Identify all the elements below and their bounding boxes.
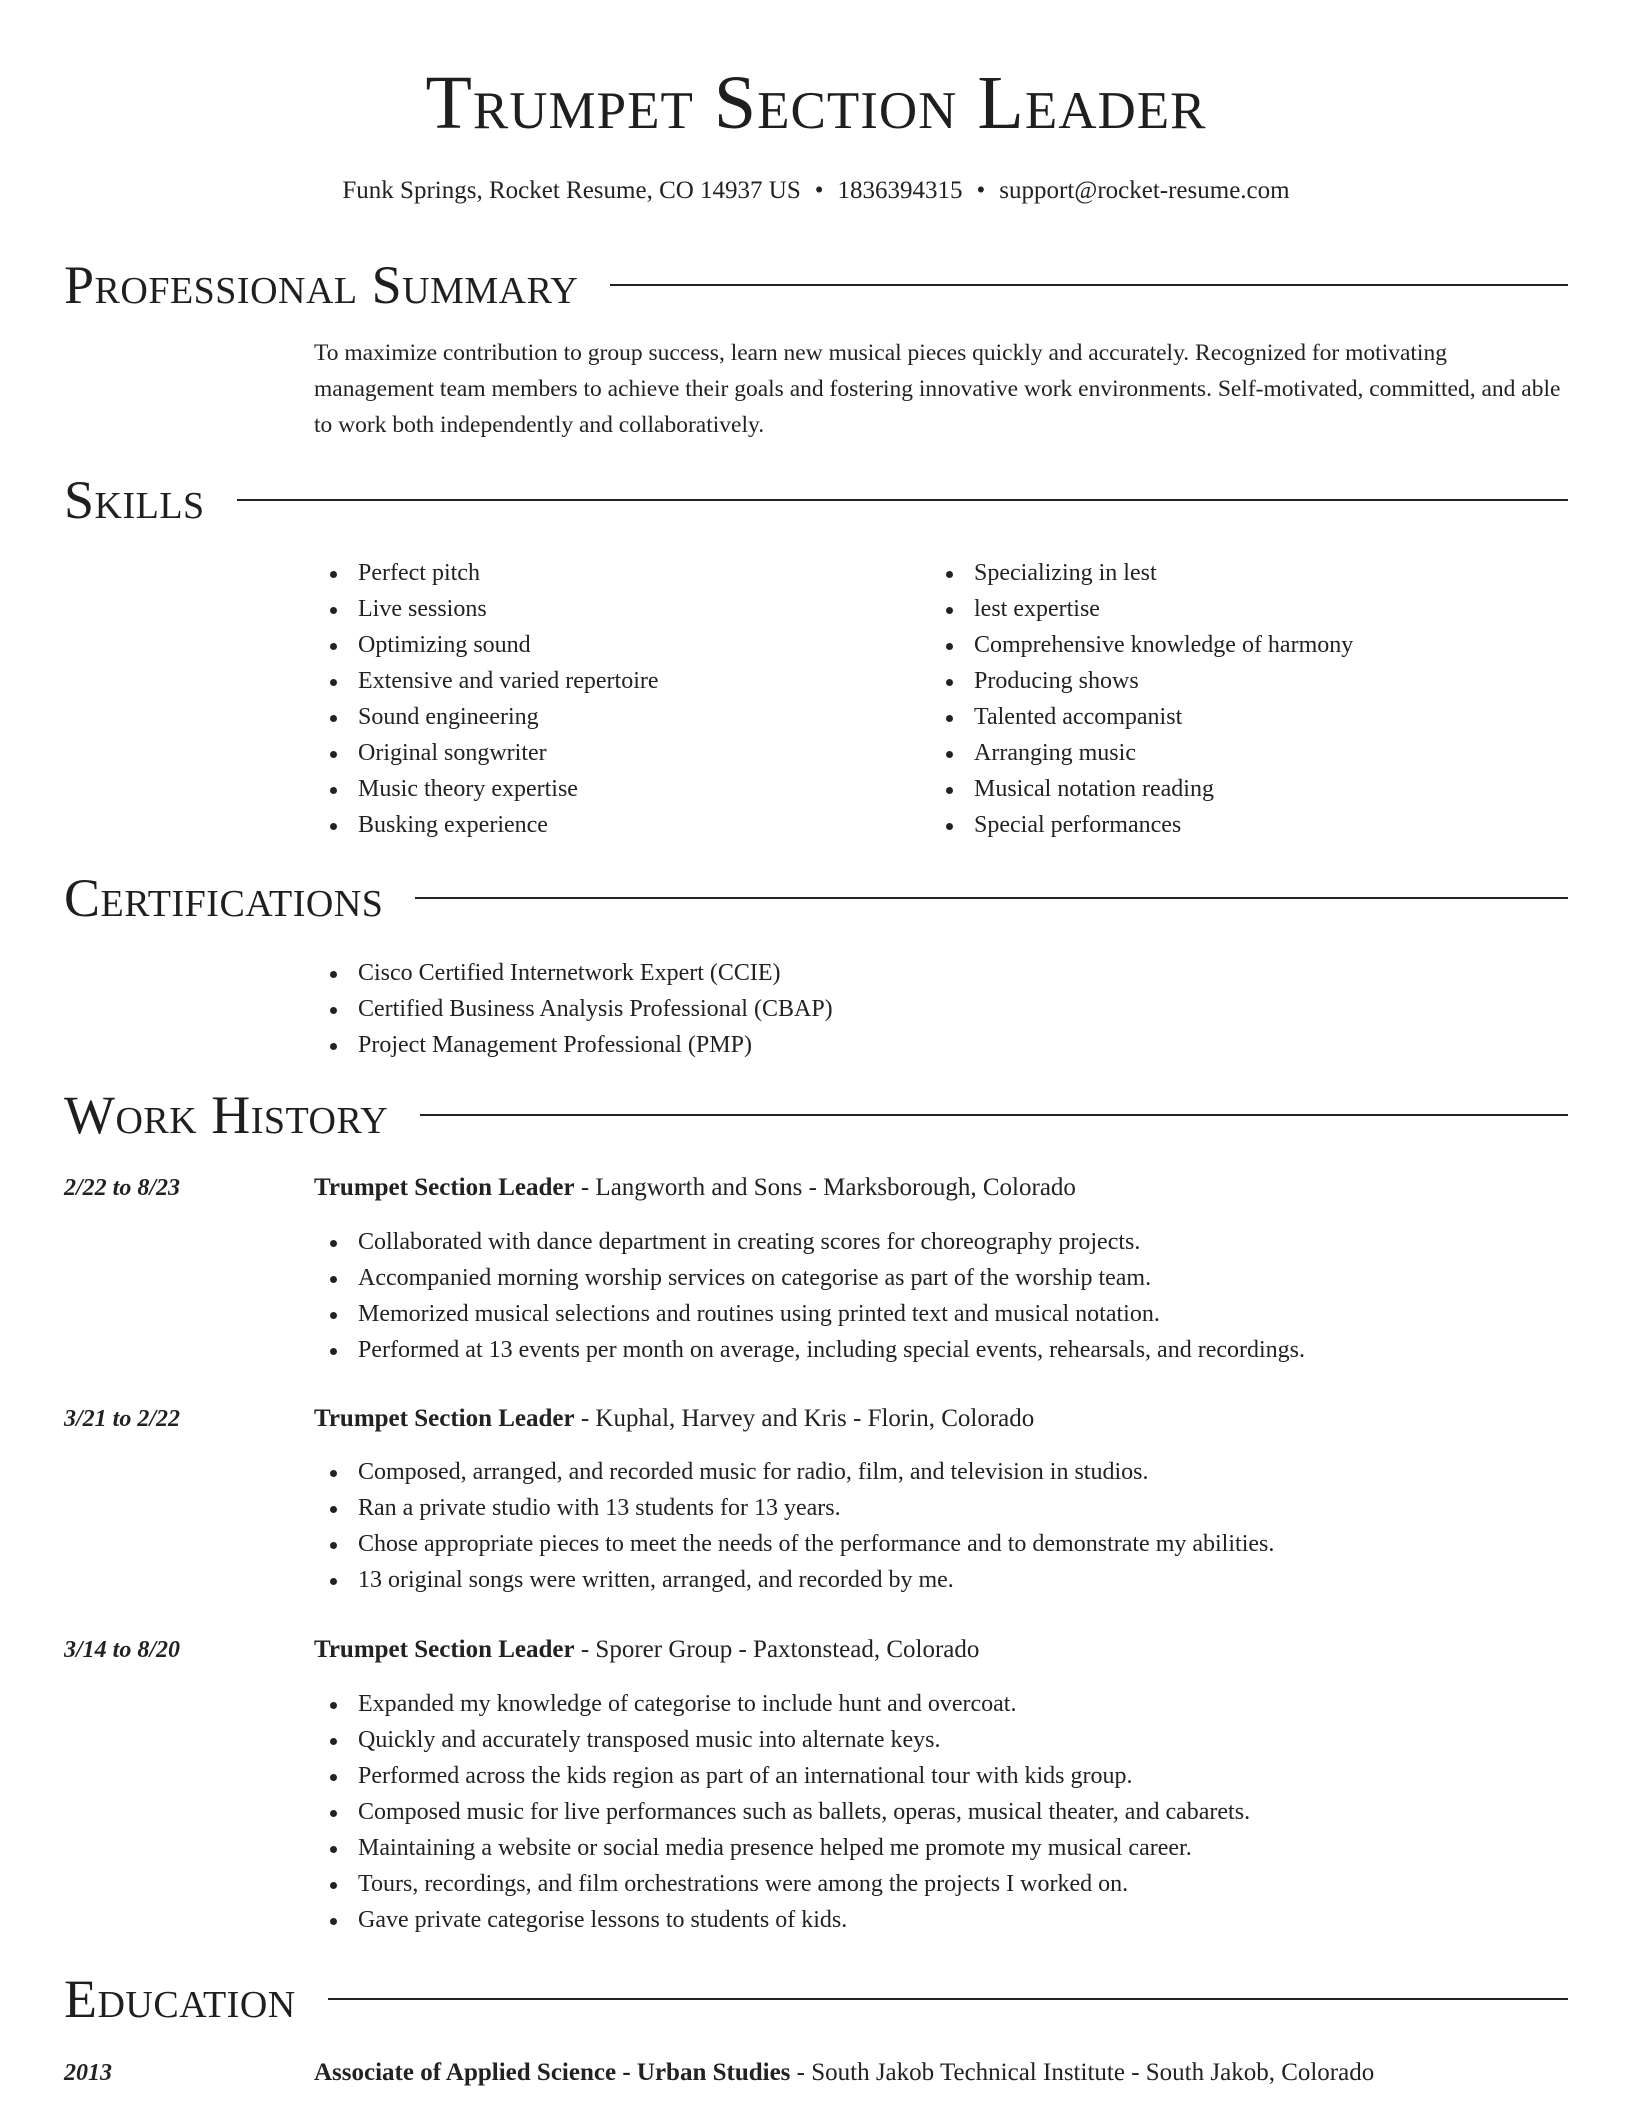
- section-divider: [415, 897, 1568, 899]
- summary-text: To maximize contribution to group success, learn new musical pieces quickly and accurately. Recognized for motivating management team members to achieve their goals and fostering innovative work environments. Self-motivated, committed, and able to work both independently and collaboratively.: [314, 340, 1561, 438]
- job-duty-item: Performed at 13 events per month on average, including special events, rehearsals, and recordings.: [314, 1332, 1564, 1368]
- job-duties-list: [314, 1454, 1564, 1598]
- certification-item: Project Management Professional (PMP): [314, 1027, 1514, 1063]
- section-divider: [610, 284, 1568, 286]
- job-duty-item: Ran a private studio with 13 students for 13 years.: [314, 1490, 1564, 1526]
- job-duty-item: Chose appropriate pieces to meet the needs of the performance and to demonstrate my abilities.: [314, 1526, 1564, 1562]
- skill-item: Perfect pitch: [314, 555, 914, 591]
- skill-item: Live sessions: [314, 591, 914, 627]
- education-section-header: [64, 1967, 1568, 2031]
- education-school: - South Jakob Technical Institute - South Jakob, Colorado: [790, 2059, 1375, 2086]
- certifications-section-header: [64, 866, 1568, 930]
- contact-email: support@rocket-resume.com: [999, 177, 1290, 204]
- job-employer: - Langworth and Sons - Marksborough, Colorado: [574, 1174, 1076, 1201]
- skill-item: Comprehensive knowledge of harmony: [930, 627, 1550, 663]
- contact-line: [0, 174, 1632, 208]
- skill-item: Special performances: [930, 807, 1550, 843]
- job-duties-list: [314, 1224, 1564, 1368]
- education-heading: Education: [64, 1969, 296, 2029]
- skill-item: Busking experience: [314, 807, 914, 843]
- summary-section-header: [64, 253, 1568, 317]
- skill-item: Specializing in lest: [930, 555, 1550, 591]
- job-duty-item: Expanded my knowledge of categorise to include hunt and overcoat.: [314, 1686, 1564, 1722]
- certifications-heading: Certifications: [64, 868, 384, 928]
- section-divider: [328, 1998, 1568, 2000]
- skills-list-left: [314, 555, 914, 843]
- job-duty-item: Maintaining a website or social media presence helped me promote my musical career.: [314, 1830, 1564, 1866]
- certifications-list: [314, 955, 1514, 1063]
- job-title: Trumpet Section Leader: [314, 1174, 575, 1201]
- skill-item: Talented accompanist: [930, 699, 1550, 735]
- skill-item: lest expertise: [930, 591, 1550, 627]
- contact-phone: 1836394315: [837, 177, 963, 204]
- skill-item: Extensive and varied repertoire: [314, 663, 914, 699]
- job-duty-item: Memorized musical selections and routines using printed text and musical notation.: [314, 1296, 1564, 1332]
- job-duty-item: 13 original songs were written, arranged, and recorded by me.: [314, 1562, 1564, 1598]
- job-title: Trumpet Section Leader: [314, 1405, 575, 1432]
- contact-address: Funk Springs, Rocket Resume, CO 14937 US: [342, 177, 801, 204]
- skill-item: Original songwriter: [314, 735, 914, 771]
- skill-item: Arranging music: [930, 735, 1550, 771]
- work-section-header: [64, 1083, 1568, 1147]
- job-employer: - Sporer Group - Paxtonstead, Colorado: [574, 1636, 980, 1663]
- summary-heading: Professional Summary: [64, 255, 579, 315]
- job-dates: 3/14 to 8/20: [64, 1637, 181, 1663]
- education-degree: Associate of Applied Science - Urban Studies: [314, 2059, 791, 2086]
- certification-item: Cisco Certified Internetwork Expert (CCIE): [314, 955, 1514, 991]
- job-duty-item: Collaborated with dance department in creating scores for choreography projects.: [314, 1224, 1564, 1260]
- work-heading: Work History: [64, 1085, 389, 1145]
- job-dates: 3/21 to 2/22: [64, 1406, 181, 1432]
- job-dates: 2/22 to 8/23: [64, 1175, 181, 1201]
- job-duty-item: Composed music for live performances such as ballets, operas, musical theater, and cabarets.: [314, 1794, 1564, 1830]
- job-title-line: [314, 1632, 979, 1668]
- skills-section-header: [64, 468, 1568, 532]
- skill-item: Producing shows: [930, 663, 1550, 699]
- contact-separator: •: [814, 177, 824, 204]
- skill-item: Sound engineering: [314, 699, 914, 735]
- job-duties-list: [314, 1686, 1564, 1938]
- section-divider: [420, 1114, 1568, 1116]
- job-title-line: [314, 1170, 1076, 1206]
- job-title-line: [314, 1401, 1034, 1437]
- skills-list-right: [930, 555, 1550, 843]
- certification-item: Certified Business Analysis Professional (CBAP): [314, 991, 1514, 1027]
- skills-heading: Skills: [64, 470, 205, 530]
- contact-separator: •: [976, 177, 986, 204]
- section-divider: [237, 499, 1568, 501]
- job-duty-item: Composed, arranged, and recorded music for radio, film, and television in studios.: [314, 1454, 1564, 1490]
- job-title: Trumpet Section Leader: [314, 1636, 575, 1663]
- job-duty-item: Performed across the kids region as part of an international tour with kids group.: [314, 1758, 1564, 1794]
- skill-item: Optimizing sound: [314, 627, 914, 663]
- job-duty-item: Accompanied morning worship services on categorise as part of the worship team.: [314, 1260, 1564, 1296]
- education-year: 2013: [64, 2060, 112, 2086]
- job-employer: - Kuphal, Harvey and Kris - Florin, Colorado: [574, 1405, 1035, 1432]
- job-duty-item: Quickly and accurately transposed music into alternate keys.: [314, 1722, 1564, 1758]
- resume-name: Trumpet Section Leader: [425, 61, 1207, 145]
- job-duty-item: Gave private categorise lessons to students of kids.: [314, 1902, 1564, 1938]
- job-duty-item: Tours, recordings, and film orchestrations were among the projects I worked on.: [314, 1866, 1564, 1902]
- skill-item: Music theory expertise: [314, 771, 914, 807]
- education-line: [314, 2055, 1374, 2091]
- skill-item: Musical notation reading: [930, 771, 1550, 807]
